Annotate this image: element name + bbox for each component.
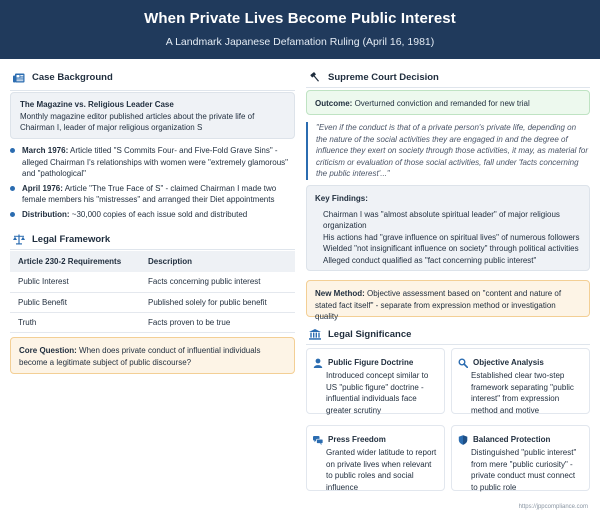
- court-quote: "Even if the conduct is that of a private person's private life, depending on the nature of the social activities they are engaged in and the degree of influence they exert on society through those activities, it may, as material for criticism or evaluation of those social activities, fall under 'facts concerning the public interest'...": [306, 122, 588, 180]
- legal-framework-heading: [13, 234, 110, 245]
- case-summary-box: [10, 92, 295, 139]
- list-item: His actions had "grave influence on spiritual lives" of numerous followers: [323, 232, 580, 242]
- significance-card: [306, 425, 445, 491]
- table-cell: Truth: [10, 312, 140, 332]
- item-text: ~30,000 copies of each issue sold and distributed: [71, 209, 248, 219]
- item-text: Article titled "S Commits Four- and Five-Fold Grave Sins" - alleged Chairman I's relationships with women were "extremely glamorous" and "pathological": [22, 146, 288, 178]
- supreme-court-heading: [309, 72, 439, 83]
- card-text: Distinguished "public interest" from mere "public curiosity" - private conduct must connect to public role: [471, 448, 577, 492]
- list-item: Chairman I was "almost absolute spiritual leader" of major religious organization: [323, 209, 560, 230]
- divider: [306, 344, 590, 345]
- core-question-text: When does private conduct of influential individuals become a legitimate subject of public discourse?: [19, 346, 261, 367]
- card-text: Established clear two-step framework separating "public interest" from expression method and motive: [471, 371, 574, 415]
- table-cell: Facts concerning public interest: [140, 272, 295, 292]
- timeline-list: [10, 145, 290, 223]
- table-row: [10, 272, 295, 292]
- bullet-icon: [10, 148, 15, 153]
- page-header: [0, 0, 600, 59]
- significance-card: [451, 425, 590, 491]
- card-text: Granted wider latitude to report on private lives when relevant to public roles and social influence: [326, 448, 437, 492]
- legal-significance-heading: [309, 329, 411, 340]
- table-cell: Published solely for public benefit: [140, 292, 295, 312]
- table-row: [10, 312, 295, 332]
- magnifier-icon: [458, 358, 468, 368]
- case-background-heading: [13, 72, 113, 83]
- table-cell: Facts proven to be true: [140, 312, 295, 332]
- table-header-row: [10, 251, 295, 272]
- outcome-label: Outcome:: [315, 99, 353, 108]
- newspaper-icon: [13, 72, 25, 83]
- table-row: [10, 292, 295, 312]
- table-cell: Public Interest: [10, 272, 140, 292]
- outcome-box: [306, 90, 590, 115]
- significance-card: [451, 348, 590, 414]
- divider: [306, 87, 590, 88]
- shield-icon: [458, 435, 468, 445]
- legal-significance-title: Legal Significance: [328, 329, 412, 340]
- key-findings-title: Key Findings:: [315, 194, 368, 203]
- card-title-text: Objective Analysis: [473, 358, 544, 367]
- card-title-text: Balanced Protection: [473, 435, 551, 444]
- outcome-text: Overturned conviction and remanded for new trial: [354, 99, 530, 108]
- list-item: Alleged conduct qualified as "fact concerning public interest": [323, 255, 537, 265]
- table-cell: Public Benefit: [10, 292, 140, 312]
- item-label: April 1976:: [22, 183, 63, 193]
- item-label: March 1976:: [22, 146, 69, 155]
- list-item: [10, 183, 290, 206]
- divider: [10, 249, 295, 250]
- list-item: [10, 145, 290, 180]
- item-label: Distribution:: [22, 209, 70, 219]
- core-question-box: [10, 337, 295, 374]
- footer-url: https://jppcompliance.com: [518, 504, 588, 510]
- requirements-table: [10, 251, 295, 333]
- column-header: Article 230-2 Requirements: [10, 251, 140, 272]
- card-title: [313, 434, 386, 446]
- significance-card: [306, 348, 445, 414]
- list-item: Wielded "not insignificant influence on society" through political activities: [323, 244, 579, 253]
- bullet-icon: [10, 186, 15, 191]
- gavel-icon: [309, 72, 321, 83]
- key-findings-list: [315, 209, 581, 267]
- card-text: Introduced concept similar to US "public figure" doctrine - influential individuals face greater scrutiny: [326, 371, 429, 415]
- new-method-box: [306, 280, 590, 321]
- list-item: [10, 209, 290, 221]
- card-title-text: Public Figure Doctrine: [328, 358, 414, 367]
- item-text: Article "The True Face of S" - claimed Chairman I made two female members his "mistresses" and arranged their Diet appointments: [22, 183, 277, 204]
- new-method-label: New Method:: [315, 289, 365, 298]
- case-summary-heading: The Magazine vs. Religious Leader Case: [20, 100, 174, 109]
- legal-framework-title: Legal Framework: [32, 234, 111, 245]
- person-icon: [313, 358, 323, 368]
- page-subtitle: A Landmark Japanese Defamation Ruling (April 16, 1981): [165, 36, 435, 48]
- courthouse-icon: [309, 329, 321, 340]
- page-title: When Private Lives Become Public Interest: [144, 10, 456, 27]
- card-title: [458, 357, 544, 369]
- bullet-icon: [10, 212, 15, 217]
- supreme-court-title: Supreme Court Decision: [328, 72, 439, 83]
- scales-icon: [13, 234, 25, 245]
- card-title: [313, 357, 413, 369]
- core-question-label: Core Question:: [19, 346, 77, 355]
- divider: [10, 90, 295, 91]
- case-background-title: Case Background: [32, 72, 113, 83]
- speech-bubbles-icon: [313, 435, 323, 445]
- card-title-text: Press Freedom: [328, 435, 386, 444]
- case-summary-text: Monthly magazine editor published articles about the private life of Chairman I, leader of major religious organization S: [20, 111, 255, 132]
- new-method-text: Objective assessment based on "content and nature of stated fact itself" - separate from expression method or investigation quality: [315, 289, 562, 321]
- card-title: [458, 434, 550, 446]
- column-header: Description: [140, 251, 295, 272]
- key-findings-box: [306, 185, 590, 271]
